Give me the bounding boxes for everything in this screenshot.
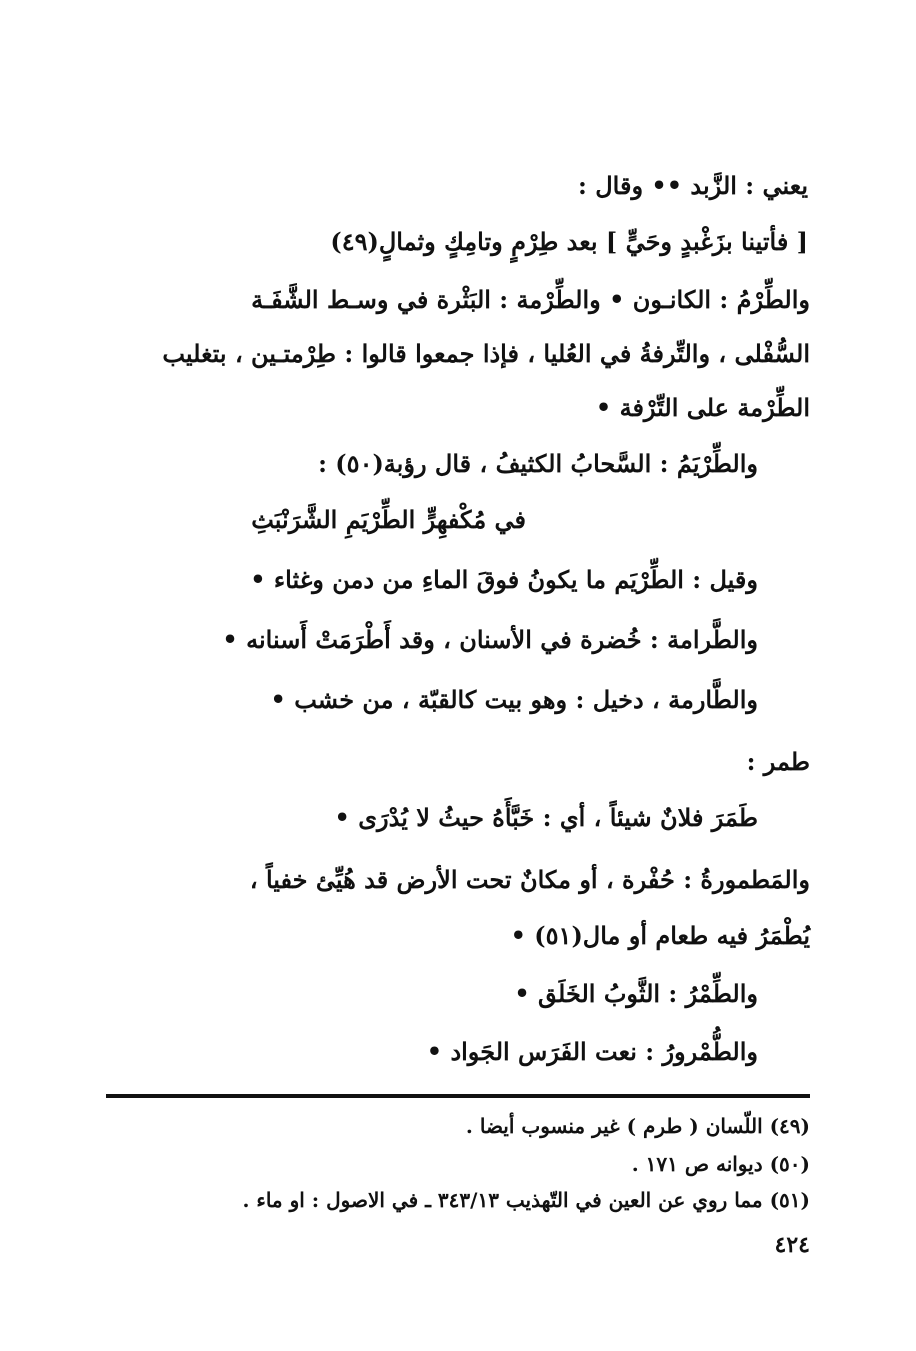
text-line-12: طَمَرَ فلانٌ شيئاً ، أي : خَبَّأَهُ حيثُ لا يُدْرَى • [334,803,758,832]
poetry-verse-2: في مُكْفهِرٍّ الطِّرْيَمِ الشَّرَنْبَثِ [251,505,526,534]
poetry-verse-1: [ فأتينا بزَغْبدٍ وحَيٍّ ] بعد طِرْمٍ وتامِكٍ وثمالٍ(٤٩) [330,227,808,256]
text-line-4: السُّفْلى ، والتِّرفةُ في العُليا ، فإذا جمعوا قالوا : طِرْمتـين ، بتغليب [162,339,810,368]
footnote-50: (٥٠) ديوانه ص ١٧١ . [631,1152,810,1176]
text-line-16: والطُّمْرورُ : نعت الفَرَس الجَواد • [426,1037,758,1066]
text-line-8: وقيل : الطِّرْيَم ما يكونُ فوقَ الماءِ من دمن وغثاء • [250,565,758,594]
text-line-3: والطِّرْمُ : الكانـون • والطِّرْمة : البَثْرة في وسـط الشَّفَـة [251,285,810,314]
text-line-15: والطِّمْرُ : الثَّوبُ الخَلَق • [514,979,758,1008]
page-number: ٤٢٤ [774,1232,810,1258]
footnote-divider [106,1094,810,1098]
footnote-51: (٥١) مما روي عن العين في التّهذيب ٣٤٣/١٣ ـ في الاصول : او ماء . [242,1188,810,1212]
entry-heading-tmr: طمر : [746,747,810,776]
text-line-6: والطِّرْيَمُ : السَّحابُ الكثيفُ ، قال رؤبة(٥٠) : [318,449,758,478]
footnote-49: (٤٩) اللّسان ( طرم ) غير منسوب أيضا . [465,1114,810,1138]
text-line-1: يعني : الزَّبد •• وقال : [578,171,808,200]
text-line-14: يُطْمَرُ فيه طعام أو مال(٥١) • [510,921,810,950]
text-line-13: والمَطمورةُ : حُفْرة ، أو مكانٌ تحت الأرض قد هُيِّئ خفياً ، [249,865,810,894]
text-line-10: والطَّارمة ، دخيل : وهو بيت كالقبّة ، من خشب • [270,685,758,714]
text-line-9: والطَّرامة : خُضرة في الأسنان ، وقد أَطْرَمَتْ أَسنانه • [222,625,758,654]
text-line-5: الطِّرْمة على التِّرْفة • [595,393,810,422]
